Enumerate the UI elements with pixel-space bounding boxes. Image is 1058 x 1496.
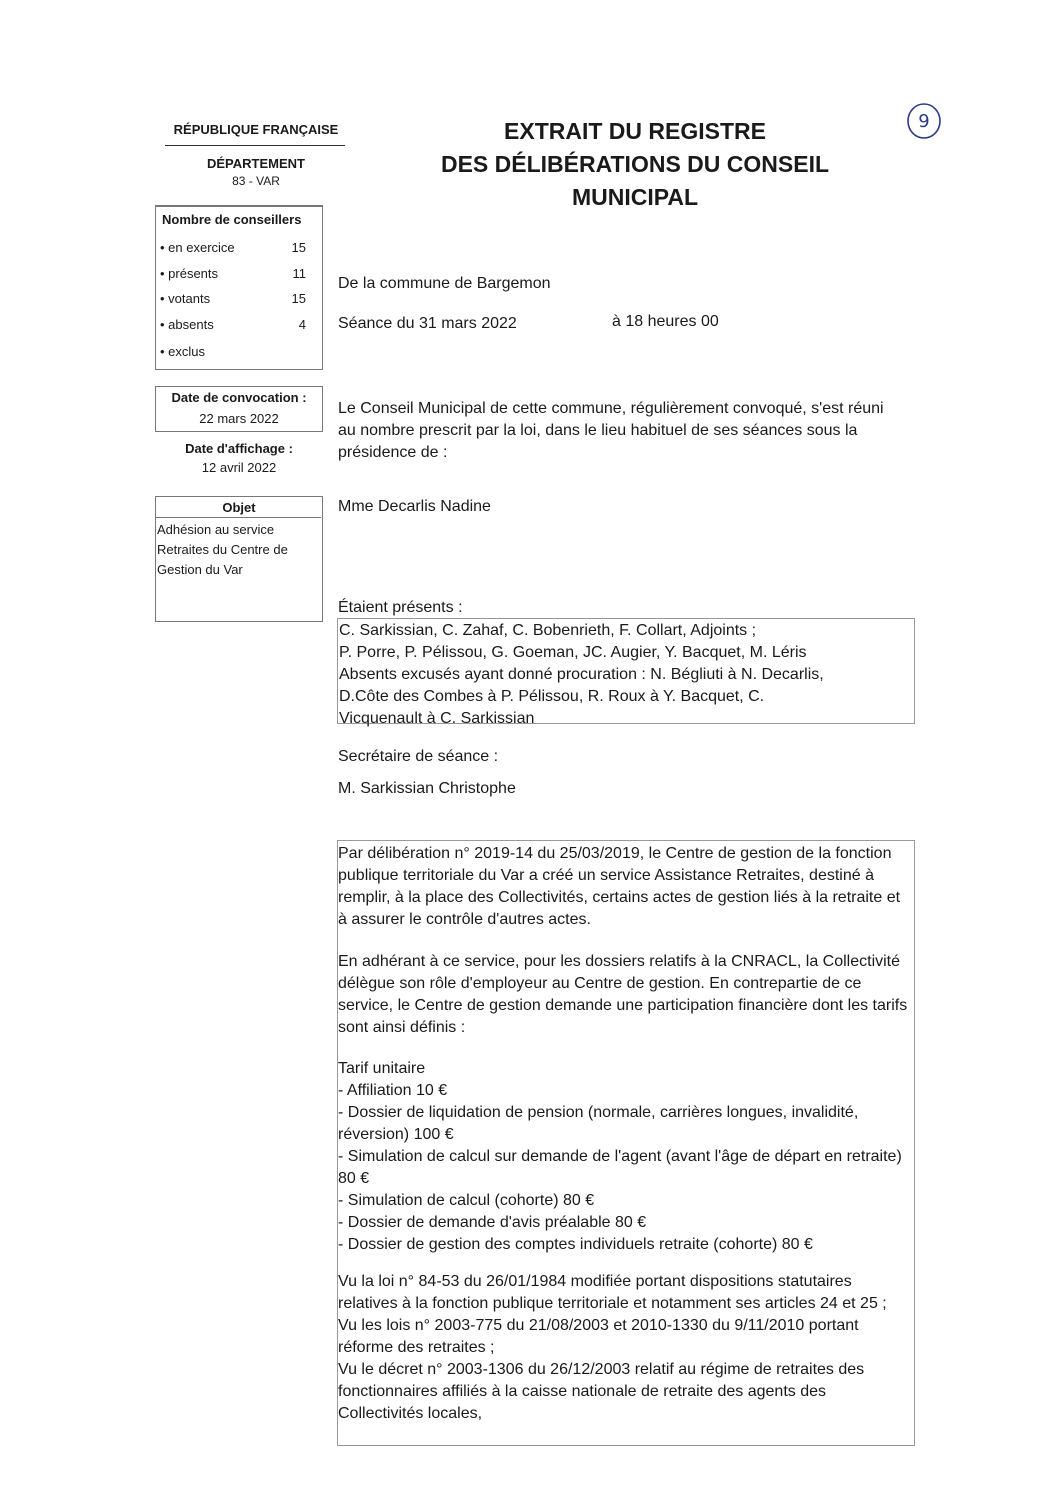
page-number-stamp-icon [904,100,944,140]
presents-line: C. Sarkissian, C. Zahaf, C. Bobenrieth, F. Collart, Adjoints ; [339,622,757,639]
divider [155,517,321,518]
convocation-label: Date de convocation : [171,390,307,405]
tarif-item: - Dossier de gestion des comptes individuels retraite (cohorte) 80 € [338,1236,813,1253]
conseillers-row-absents [160,317,310,332]
presents-list [339,620,911,730]
deliberation-paragraph-1: Par délibération n° 2019-14 du 25/03/2019, le Centre de gestion de la fonction publique territoriale du Var a créé un service Assistance Retraites, destiné à remplir, à la place des Collectivités, certains actes de gestion liés à la retraite et à assurer le contrôle d'autres actes. [338,845,901,928]
row-label: • exclus [160,344,206,359]
conseillers-row-exclus [160,344,310,359]
title-line-3: MUNICIPAL [571,184,699,210]
row-label: • absents [160,317,214,332]
vu-decret-2003-1306: Vu le décret n° 2003-1306 du 26/12/2003 relatif au régime de retraites des fonctionnaires affiliés à la caisse nationale de retraite des agents des Collectivités locales, [338,1361,865,1422]
intro-paragraph: Le Conseil Municipal de cette commune, régulièrement convoqué, s'est réuni au nombre prescrit par la loi, dans le lieu habituel de ses séances sous la présidence de : [338,400,884,461]
vu-loi-84-53: Vu la loi n° 84-53 du 26/01/1984 modifiée portant dispositions statutaires relatives à la fonction publique territoriale et notamment ses articles 24 et 25 ; [338,1273,887,1312]
row-value [306,344,310,359]
row-value: 15 [291,291,306,306]
row-label: • en exercice [160,240,235,255]
title-line-1: EXTRAIT DU REGISTRE [504,118,766,144]
stamp-number: 9 [918,111,930,132]
conseillers-row-presents [160,266,310,281]
row-value: 11 [292,266,306,281]
deliberation-paragraph-2: En adhérant à ce service, pour les dossiers relatifs à la CNRACL, la Collectivité délègue son rôle d'employeur au Centre de gestion. En contrepartie de ce service, le Centre de gestion demande une participation financière dont les tarifs sont ainsi définis : [338,953,908,1036]
commune: De la commune de Bargemon [338,275,551,292]
departement-value: 83 - VAR [232,174,280,188]
presents-line: P. Porre, P. Pélissou, G. Goeman, JC. Augier, Y. Bacquet, M. Léris [339,644,807,661]
tarif-item: - Simulation de calcul (cohorte) 80 € [338,1192,595,1209]
tarif-item: - Dossier de liquidation de pension (normale, carrières longues, invalidité, réversion) 100 € [338,1104,859,1143]
objet-text: Adhésion au service Retraites du Centre de Gestion du Var [157,522,288,577]
row-value: 4 [298,317,306,332]
row-label: • votants [160,291,211,306]
republique-francaise: RÉPUBLIQUE FRANÇAISE [173,122,339,137]
presents-line: D.Côte des Combes à P. Pélissou, R. Roux à Y. Bacquet, C. [339,688,765,705]
document-title [385,115,885,214]
tarif-item: - Simulation de calcul sur demande de l'agent (avant l'âge de départ en retraite) 80 € [338,1148,902,1187]
row-label: • présents [160,266,219,281]
tarif-section [338,1058,908,1256]
conseillers-row-exercice [160,240,310,255]
seance-time: à 18 heures 00 [612,313,719,330]
seance-date: Séance du 31 mars 2022 [338,315,517,332]
departement-label: DÉPARTEMENT [207,156,305,171]
conseillers-row-votants [160,291,310,306]
divider [165,145,345,146]
objet-label: Objet [222,500,256,515]
vu-lois-retraites: Vu les lois n° 2003-775 du 21/08/2003 et 2010-1330 du 9/11/2010 portant réforme des retraites ; [338,1317,859,1356]
vu-section [338,1271,908,1425]
secretaire-name: M. Sarkissian Christophe [338,780,516,797]
secretaire-label: Secrétaire de séance : [338,748,499,765]
presents-line: Absents excusés ayant donné procuration : N. Bégliuti à N. Decarlis, [339,666,824,683]
title-line-2: DES DÉLIBÉRATIONS DU CONSEIL [440,151,830,177]
presents-line: Vicquenault à C. Sarkissian [339,710,535,727]
conseillers-title: Nombre de conseillers [162,212,302,227]
affichage-label: Date d'affichage : [185,441,293,456]
presents-label: Étaient présents : [338,599,463,616]
convocation-date: 22 mars 2022 [199,411,279,426]
tarif-item: - Dossier de demande d'avis préalable 80 € [338,1214,647,1231]
tarif-item: - Affiliation 10 € [338,1082,448,1099]
affichage-date: 12 avril 2022 [201,460,277,475]
presidente: Mme Decarlis Nadine [338,498,491,515]
row-value: 15 [291,240,306,255]
tarif-title: Tarif unitaire [338,1060,426,1077]
